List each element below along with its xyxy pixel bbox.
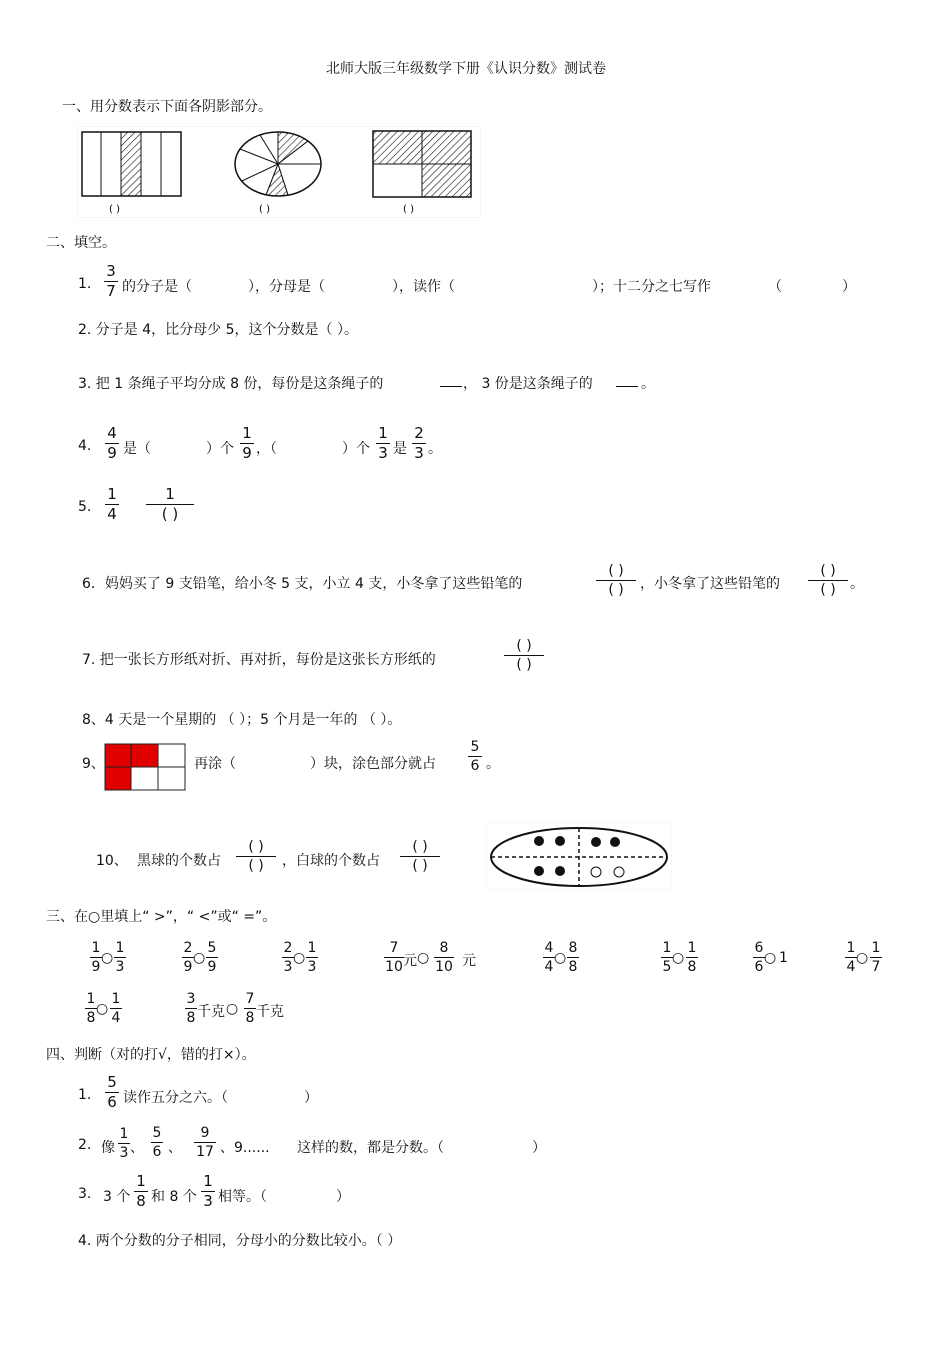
compare-circle[interactable]: ○	[293, 950, 306, 966]
q2-8: 8、4 天是一个星期的 （ ）；5 个月是一年的 （ ）。	[82, 712, 402, 728]
shaded-figures	[77, 126, 481, 218]
compare-circle[interactable]: ○	[554, 950, 567, 966]
section-1-heading: 一、用分数表示下面各阴影部分。	[62, 99, 272, 115]
compare-fraction-left: 1 4	[846, 940, 856, 975]
compare-fraction-right: 8 10	[435, 940, 453, 975]
compare-circle[interactable]: ○	[193, 950, 206, 966]
compare-fraction-left: 1 5	[662, 940, 672, 975]
fraction-1-4: 1 4	[105, 487, 119, 522]
s4-q3-text-c: 相等。（	[218, 1189, 267, 1205]
q2-6-text-b: ，小冬拿了这些铅笔的	[640, 576, 780, 592]
s4-q3-number: 3.	[78, 1186, 92, 1202]
s4-q2-sep-2: 、	[168, 1140, 182, 1156]
section-4-heading: 四、判断（对的打√，错的打×）。	[46, 1047, 256, 1063]
fraction-5-6-s4: 5 6	[105, 1075, 119, 1110]
compare-circle[interactable]: ○	[101, 950, 114, 966]
q2-6-answer-2[interactable]: ( ) ( )	[808, 564, 848, 597]
q2-3-text-a: 3. 把 1 条绳子平均分成 8 份，每份是这条绳子的	[78, 376, 384, 392]
q2-10-answer-1[interactable]: ( ) ( )	[236, 840, 276, 873]
q2-9-text-b: ）块，涂色部分就占	[310, 756, 436, 772]
strip-figure	[82, 132, 181, 196]
compare-fraction-left: 6 6	[754, 940, 764, 975]
compare-circle[interactable]: ○	[764, 950, 777, 966]
q2-3-blank-1[interactable]	[440, 374, 462, 387]
q2-7-answer[interactable]: ( ) ( )	[504, 639, 544, 672]
compare-fraction-left: 3 8	[186, 991, 196, 1026]
compare-circle[interactable]: ○	[96, 1001, 109, 1017]
fraction-2-3: 2 3	[412, 426, 426, 461]
fraction-1-8-s4: 1 8	[134, 1174, 148, 1209]
fraction-3-7: 3 7	[104, 264, 118, 299]
svg-text:( ): ( )	[259, 204, 270, 215]
section-2-heading: 二、填空。	[46, 235, 116, 251]
compare-unit-right: 千克	[256, 1004, 284, 1020]
fraction-1-3-s4: 1 3	[119, 1126, 129, 1161]
compare-fraction-left: 4 4	[544, 940, 554, 975]
q2-10-text-b: ，白球的个数占	[282, 853, 380, 869]
compare-circle[interactable]: ○	[417, 950, 430, 966]
q2-1-text-c: ），读作（	[392, 279, 455, 295]
compare-fraction-right: 1 8	[687, 940, 697, 975]
q2-2: 2. 分子是 4，比分母少 5，这个分数是（ ）。	[78, 322, 358, 338]
compare-fraction-right: 5 9	[207, 940, 217, 975]
q2-4-text-e: ）个	[342, 441, 370, 457]
q2-5-number: 5.	[78, 499, 92, 515]
compare-fraction-right: 1 3	[307, 940, 317, 975]
compare-unit-right: 元	[462, 953, 476, 969]
compare-integer-right: 1	[779, 950, 788, 966]
q2-4-number: 4.	[78, 438, 92, 454]
compare-fraction-left: 2 9	[183, 940, 193, 975]
fraction-5-6-s4-q2: 5 6	[152, 1125, 162, 1160]
fraction-5-6: 5 6	[468, 740, 482, 773]
q2-10-answer-2[interactable]: ( ) ( )	[400, 840, 440, 873]
q2-1-text-f: （	[768, 279, 782, 295]
s4-q1-text-a: 读作五分之六。（	[123, 1090, 228, 1106]
compare-unit-left: 千克	[197, 1004, 225, 1020]
s4-q2-number: 2.	[78, 1137, 92, 1153]
svg-text:( ): ( )	[109, 204, 120, 215]
s4-q2-text-c: ）	[532, 1140, 546, 1156]
q2-1-text-a: 的分子是（	[122, 279, 192, 295]
s4-q3-text-a: 3 个	[103, 1189, 131, 1205]
q2-1-text-g: ）	[842, 279, 856, 295]
q2-6-text-a: 6．妈妈买了 9 支铅笔，给小冬 5 支，小立 4 支，小冬拿了这些铅笔的	[82, 576, 523, 592]
svg-text:( ): ( )	[403, 204, 414, 215]
s4-q2-sep-1: 、	[130, 1140, 144, 1156]
q2-3-text-b: ， 3 份是这条绳子的	[463, 376, 593, 392]
q2-4-text-a: 是（	[123, 441, 151, 457]
compare-fraction-right: 7 8	[245, 991, 255, 1026]
s4-q3-text-e: ）	[336, 1189, 350, 1205]
q2-6-text-c: 。	[850, 576, 864, 592]
s4-q2-sep-3: 、9......	[220, 1140, 270, 1156]
q2-4-text-c: ，（	[256, 441, 277, 457]
compare-fraction-left: 1 8	[86, 991, 96, 1026]
q2-4-text-b: ）个	[206, 441, 234, 457]
q2-1-number: 1.	[78, 276, 92, 292]
s4-q2-text-a: 像	[101, 1140, 115, 1156]
fraction-1-3-s4-q3: 1 3	[201, 1174, 215, 1209]
compare-fraction-left: 7 10	[385, 940, 403, 975]
compare-unit-left: 元	[403, 953, 417, 969]
s4-q3-text-b: 和 8 个	[151, 1189, 197, 1205]
q2-10-number: 10、	[96, 853, 128, 869]
q2-1-text-b: ），分母是（	[248, 279, 325, 295]
q2-9-number: 9、	[82, 756, 105, 772]
compare-fraction-left: 1 9	[91, 940, 101, 975]
q2-3-text-c: 。	[641, 376, 655, 392]
s4-q1-text-b: ）	[304, 1090, 318, 1106]
circle-figure	[235, 132, 321, 196]
q2-7-text: 7. 把一张长方形纸对折、再对折，每份是这张长方形纸的	[82, 652, 436, 668]
q2-3-blank-2[interactable]	[616, 374, 638, 387]
s4-q4: 4. 两个分数的分子相同，分母小的分数比较小。（ ）	[78, 1233, 402, 1249]
grid-6-blocks	[104, 743, 186, 791]
q2-10-text-a: 黑球的个数占	[137, 853, 221, 869]
q2-6-answer-1[interactable]: ( ) ( )	[596, 564, 636, 597]
balls-oval-figure	[486, 822, 672, 890]
q2-4-text-h: 。	[428, 441, 442, 457]
compare-fraction-right: 1 7	[871, 940, 881, 975]
q2-9-text-a: 再涂（	[194, 756, 236, 772]
fraction-1-blank[interactable]: 1 ( )	[146, 487, 194, 522]
compare-fraction-right: 1 4	[111, 991, 121, 1026]
s4-q2-text-b: 这样的数，都是分数。（	[297, 1140, 444, 1156]
q2-4-text-g: 是	[393, 441, 407, 457]
fraction-4-9: 4 9	[105, 426, 119, 461]
compare-fraction-left: 2 3	[283, 940, 293, 975]
section-3-heading: 三、在○里填上“ >”，“ <”或“ =”。	[46, 909, 277, 925]
fraction-9-17: 9 17	[194, 1126, 216, 1159]
fraction-1-3: 1 3	[376, 426, 390, 461]
fraction-1-9: 1 9	[240, 426, 254, 461]
page-title: 北师大版三年级数学下册《认识分数》测试卷	[326, 61, 606, 77]
compare-circle[interactable]: ○	[856, 950, 869, 966]
q2-9-text-c: 。	[486, 756, 500, 772]
compare-circle[interactable]: ○	[226, 1001, 239, 1017]
compare-fraction-right: 8 8	[568, 940, 578, 975]
compare-circle[interactable]: ○	[672, 950, 685, 966]
q2-1-text-e: ）；十二分之七写作	[592, 279, 711, 295]
s4-q1-number: 1.	[78, 1087, 92, 1103]
compare-fraction-right: 1 3	[115, 940, 125, 975]
square-figure	[373, 131, 471, 197]
